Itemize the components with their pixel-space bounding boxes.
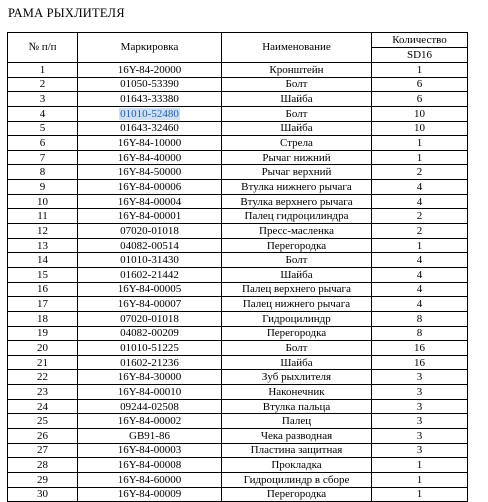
row-code-cell — [78, 209, 222, 224]
row-num-text: 1 — [39, 63, 46, 76]
row-name-cell — [222, 472, 372, 487]
row-qty-cell — [372, 429, 468, 444]
row-code-text: 07020-01018 — [120, 224, 179, 237]
row-qty-cell — [372, 341, 468, 356]
table-row — [8, 355, 468, 370]
row-qty-cell — [372, 414, 468, 429]
document-title: РАМА РЫХЛИТЕЛЯ — [8, 6, 125, 20]
row-num-cell — [8, 194, 78, 209]
row-qty-text: 10 — [414, 122, 425, 135]
row-code-text: 01050-53390 — [120, 78, 179, 91]
table-row — [8, 370, 468, 385]
row-qty-text: 6 — [416, 93, 423, 106]
row-name-text: Наконечник — [268, 385, 325, 398]
row-code-text: 01010-52480 — [120, 107, 179, 120]
row-num-text: 16 — [37, 283, 48, 296]
row-num-cell — [8, 106, 78, 121]
row-num-cell — [8, 77, 78, 92]
table-row — [8, 63, 468, 78]
row-name-cell — [222, 106, 372, 121]
row-code-text: 16Y-84-00004 — [117, 195, 182, 208]
row-code-cell — [78, 150, 222, 165]
row-name-text: Болт — [285, 107, 308, 120]
row-name-cell — [222, 326, 372, 341]
row-qty-cell — [372, 355, 468, 370]
row-name-cell — [222, 253, 372, 268]
row-num-text: 14 — [37, 254, 48, 267]
row-num-text: 27 — [37, 444, 48, 457]
row-qty-cell — [372, 399, 468, 414]
row-name-cell — [222, 238, 372, 253]
row-num-text: 23 — [37, 385, 48, 398]
row-qty-text: 4 — [416, 298, 423, 311]
table-row — [8, 150, 468, 165]
table-row — [8, 194, 468, 209]
header-name: Наименование — [222, 33, 372, 63]
table-row — [8, 297, 468, 312]
row-qty-cell — [372, 282, 468, 297]
row-num-text: 22 — [37, 371, 48, 384]
row-qty-text: 3 — [416, 400, 423, 413]
row-num-text: 12 — [37, 224, 48, 237]
row-code-cell — [78, 63, 222, 78]
row-name-text: Гидроцилиндр — [262, 312, 331, 325]
row-name-cell — [222, 443, 372, 458]
row-num-text: 7 — [39, 151, 46, 164]
row-num-cell — [8, 150, 78, 165]
row-num-cell — [8, 180, 78, 195]
row-num-cell — [8, 311, 78, 326]
row-code-text: 16Y-84-40000 — [117, 151, 182, 164]
row-code-cell — [78, 472, 222, 487]
row-name-text: Чека разводная — [260, 429, 333, 442]
row-qty-cell — [372, 63, 468, 78]
row-qty-text: 10 — [414, 107, 425, 120]
table-row — [8, 326, 468, 341]
row-num-text: 21 — [37, 356, 48, 369]
table-row — [8, 136, 468, 151]
row-qty-text: 2 — [416, 224, 423, 237]
table-row — [8, 458, 468, 473]
row-name-text: Шайба — [280, 356, 313, 369]
row-num-text: 11 — [37, 210, 48, 223]
table-row — [8, 399, 468, 414]
row-qty-text: 3 — [416, 429, 423, 442]
row-qty-text: 16 — [414, 341, 425, 354]
row-qty-cell — [372, 77, 468, 92]
row-code-text: 07020-01018 — [120, 312, 179, 325]
table-row — [8, 341, 468, 356]
row-name-text: Перегородка — [266, 488, 327, 501]
row-code-cell — [78, 77, 222, 92]
row-name-text: Перегородка — [266, 239, 327, 252]
row-num-text: 26 — [37, 429, 48, 442]
row-code-text: 04082-00514 — [120, 239, 179, 252]
row-code-cell — [78, 414, 222, 429]
row-qty-cell — [372, 385, 468, 400]
header-code: Маркировка — [78, 33, 222, 63]
row-name-text: Пресс-масленка — [259, 224, 334, 237]
row-num-cell — [8, 165, 78, 180]
row-name-cell — [222, 311, 372, 326]
row-num-cell — [8, 282, 78, 297]
row-code-cell — [78, 326, 222, 341]
row-qty-cell — [372, 106, 468, 121]
row-qty-text: 4 — [416, 254, 423, 267]
row-name-cell — [222, 282, 372, 297]
row-name-text: Болт — [285, 254, 308, 267]
row-qty-text: 6 — [416, 78, 423, 91]
row-name-cell — [222, 180, 372, 195]
table-row — [8, 209, 468, 224]
row-code-text: 16Y-84-00003 — [117, 444, 182, 457]
table-row — [8, 224, 468, 239]
table-row — [8, 385, 468, 400]
row-name-text: Шайба — [280, 122, 313, 135]
row-num-cell — [8, 443, 78, 458]
row-qty-text: 1 — [416, 151, 423, 164]
row-name-text: Палец — [281, 415, 312, 428]
parts-table-body — [8, 63, 468, 502]
row-num-text: 6 — [39, 137, 46, 150]
row-name-cell — [222, 414, 372, 429]
row-qty-cell — [372, 458, 468, 473]
table-row — [8, 414, 468, 429]
row-num-cell — [8, 326, 78, 341]
row-code-cell — [78, 165, 222, 180]
row-code-text: 16Y-84-00008 — [117, 459, 182, 472]
row-name-text: Рычаг нижний — [262, 151, 331, 164]
row-num-text: 18 — [37, 312, 48, 325]
row-name-text: Болт — [285, 341, 308, 354]
row-qty-text: 1 — [416, 473, 423, 486]
row-qty-text: 1 — [416, 488, 423, 501]
row-qty-text: 3 — [416, 444, 423, 457]
row-num-text: 24 — [37, 400, 48, 413]
row-code-text: 01643-32460 — [120, 122, 179, 135]
row-qty-text: 8 — [416, 312, 423, 325]
row-num-text: 15 — [37, 268, 48, 281]
row-code-cell — [78, 267, 222, 282]
row-qty-text: 16 — [414, 356, 425, 369]
table-row — [8, 92, 468, 107]
row-qty-text: 1 — [416, 137, 423, 150]
row-qty-cell — [372, 472, 468, 487]
table-row — [8, 311, 468, 326]
row-name-cell — [222, 165, 372, 180]
row-num-text: 4 — [39, 107, 46, 120]
row-num-text: 13 — [37, 239, 48, 252]
row-code-text: 16Y-84-60000 — [117, 473, 182, 486]
row-num-cell — [8, 238, 78, 253]
row-qty-text: 2 — [416, 210, 423, 223]
table-row — [8, 253, 468, 268]
row-num-cell — [8, 297, 78, 312]
row-code-cell — [78, 355, 222, 370]
row-code-text: 16Y-84-10000 — [117, 137, 182, 150]
row-code-text: 01602-21236 — [120, 356, 179, 369]
row-qty-text: 3 — [416, 415, 423, 428]
row-qty-cell — [372, 209, 468, 224]
row-qty-cell — [372, 121, 468, 136]
row-num-cell — [8, 429, 78, 444]
row-num-text: 20 — [37, 341, 48, 354]
row-name-cell — [222, 150, 372, 165]
table-row — [8, 77, 468, 92]
row-name-cell — [222, 399, 372, 414]
row-name-text: Палец нижнего рычага — [242, 298, 351, 311]
row-num-cell — [8, 209, 78, 224]
row-qty-text: 4 — [416, 195, 423, 208]
row-name-cell — [222, 194, 372, 209]
row-code-cell — [78, 253, 222, 268]
row-num-cell — [8, 121, 78, 136]
row-name-text: Втулка пальца — [262, 400, 331, 413]
row-num-cell — [8, 136, 78, 151]
row-code-cell — [78, 385, 222, 400]
row-code-text: 01010-31430 — [120, 254, 179, 267]
row-name-text: Палец верхнего рычага — [242, 283, 351, 296]
row-name-text: Стрела — [280, 137, 313, 150]
row-code-cell — [78, 443, 222, 458]
row-name-text: Пластина защитная — [250, 444, 343, 457]
row-code-cell — [78, 224, 222, 239]
row-qty-text: 1 — [416, 459, 423, 472]
row-num-cell — [8, 399, 78, 414]
row-code-cell — [78, 136, 222, 151]
row-name-text: Втулка верхнего рычага — [240, 195, 353, 208]
row-name-cell — [222, 92, 372, 107]
table-row — [8, 443, 468, 458]
row-name-cell — [222, 267, 372, 282]
row-code-cell — [78, 180, 222, 195]
row-qty-cell — [372, 92, 468, 107]
row-num-cell — [8, 63, 78, 78]
row-name-cell — [222, 385, 372, 400]
row-qty-cell — [372, 136, 468, 151]
row-code-text: 04082-00209 — [120, 327, 179, 340]
row-code-text: 09244-02508 — [120, 400, 179, 413]
row-qty-cell — [372, 326, 468, 341]
row-code-cell — [78, 311, 222, 326]
row-code-cell — [78, 429, 222, 444]
table-row — [8, 282, 468, 297]
row-code-cell — [78, 370, 222, 385]
row-qty-cell — [372, 224, 468, 239]
parts-table — [7, 32, 468, 502]
row-qty-cell — [372, 370, 468, 385]
row-name-text: Болт — [285, 78, 308, 91]
row-code-cell — [78, 121, 222, 136]
row-num-cell — [8, 355, 78, 370]
row-qty-text: 8 — [416, 327, 423, 340]
row-qty-cell — [372, 311, 468, 326]
header-qty-model: SD16 — [372, 48, 468, 63]
row-name-text: Зуб рыхлителя — [261, 371, 332, 384]
row-num-text: 2 — [39, 78, 46, 91]
row-qty-text: 4 — [416, 180, 423, 193]
row-name-text: Шайба — [280, 268, 313, 281]
row-qty-text: 1 — [416, 239, 423, 252]
row-name-text: Гидроцилиндр в сборе — [243, 473, 350, 486]
row-code-cell — [78, 399, 222, 414]
row-code-text: 16Y-84-30000 — [117, 371, 182, 384]
row-num-cell — [8, 267, 78, 282]
row-qty-cell — [372, 238, 468, 253]
row-name-cell — [222, 297, 372, 312]
row-name-cell — [222, 63, 372, 78]
row-code-cell — [78, 92, 222, 107]
row-name-text: Палец гидроцилиндра — [244, 210, 349, 223]
row-code-text: 16Y-84-00009 — [117, 488, 182, 501]
row-qty-text: 3 — [416, 371, 423, 384]
row-code-text: 16Y-84-50000 — [117, 166, 182, 179]
row-num-text: 30 — [37, 488, 48, 501]
row-code-text: 16Y-84-00010 — [117, 385, 182, 398]
row-num-text: 8 — [39, 166, 46, 179]
row-num-cell — [8, 341, 78, 356]
row-name-cell — [222, 209, 372, 224]
row-qty-cell — [372, 194, 468, 209]
row-qty-cell — [372, 150, 468, 165]
row-code-text: 16Y-84-00005 — [117, 283, 182, 296]
row-name-cell — [222, 355, 372, 370]
row-name-text: Втулка нижнего рычага — [241, 180, 352, 193]
row-code-cell — [78, 238, 222, 253]
row-name-cell — [222, 224, 372, 239]
row-qty-text: 3 — [416, 385, 423, 398]
row-name-cell — [222, 77, 372, 92]
row-name-text: Рычаг верхний — [261, 166, 332, 179]
table-row — [8, 429, 468, 444]
row-code-cell — [78, 282, 222, 297]
row-code-cell — [78, 458, 222, 473]
row-qty-text: 4 — [416, 283, 423, 296]
row-code-text: 16Y-84-00001 — [117, 210, 182, 223]
row-num-text: 17 — [37, 298, 48, 311]
table-row — [8, 472, 468, 487]
row-code-cell — [78, 106, 222, 121]
row-num-text: 29 — [37, 473, 48, 486]
row-code-text: 01010-51225 — [120, 341, 179, 354]
row-name-text: Кронштейн — [269, 63, 324, 76]
row-name-text: Шайба — [280, 93, 313, 106]
row-code-cell — [78, 341, 222, 356]
row-name-cell — [222, 136, 372, 151]
row-code-text: 01643-33380 — [120, 93, 179, 106]
row-num-text: 28 — [37, 459, 48, 472]
table-row — [8, 180, 468, 195]
row-num-text: 5 — [39, 122, 46, 135]
row-code-text: 16Y-84-20000 — [117, 63, 182, 76]
row-num-cell — [8, 253, 78, 268]
row-code-cell — [78, 194, 222, 209]
row-qty-text: 1 — [416, 63, 423, 76]
row-qty-cell — [372, 297, 468, 312]
row-code-text: GB91-86 — [129, 429, 170, 442]
row-name-text: Перегородка — [266, 327, 327, 340]
row-qty-text: 4 — [416, 268, 423, 281]
row-name-cell — [222, 370, 372, 385]
row-code-text: 16Y-84-00007 — [117, 298, 182, 311]
row-num-cell — [8, 385, 78, 400]
row-num-cell — [8, 370, 78, 385]
row-num-text: 3 — [39, 93, 46, 106]
table-row — [8, 121, 468, 136]
row-code-text: 16Y-84-00002 — [117, 415, 182, 428]
row-num-cell — [8, 92, 78, 107]
row-name-cell — [222, 458, 372, 473]
row-num-text: 10 — [37, 195, 48, 208]
row-num-text: 9 — [39, 180, 46, 193]
row-code-text: 16Y-84-00006 — [117, 180, 182, 193]
row-num-text: 25 — [37, 415, 48, 428]
row-qty-cell — [372, 267, 468, 282]
row-num-cell — [8, 414, 78, 429]
row-qty-cell — [372, 165, 468, 180]
row-num-cell — [8, 458, 78, 473]
row-qty-cell — [372, 180, 468, 195]
row-qty-cell — [372, 253, 468, 268]
row-name-text: Прокладка — [271, 459, 322, 472]
row-code-cell — [78, 297, 222, 312]
row-code-text: 01602-21442 — [120, 268, 179, 281]
row-name-cell — [222, 429, 372, 444]
table-row — [8, 106, 468, 121]
table-row — [8, 267, 468, 282]
row-qty-text: 2 — [416, 166, 423, 179]
table-row — [8, 165, 468, 180]
row-name-cell — [222, 121, 372, 136]
header-qty: Количество — [372, 33, 468, 48]
table-row — [8, 238, 468, 253]
row-num-cell — [8, 472, 78, 487]
row-num-text: 19 — [37, 327, 48, 340]
row-name-cell — [222, 341, 372, 356]
row-qty-cell — [372, 443, 468, 458]
header-num: № п/п — [8, 33, 78, 63]
row-num-cell — [8, 224, 78, 239]
